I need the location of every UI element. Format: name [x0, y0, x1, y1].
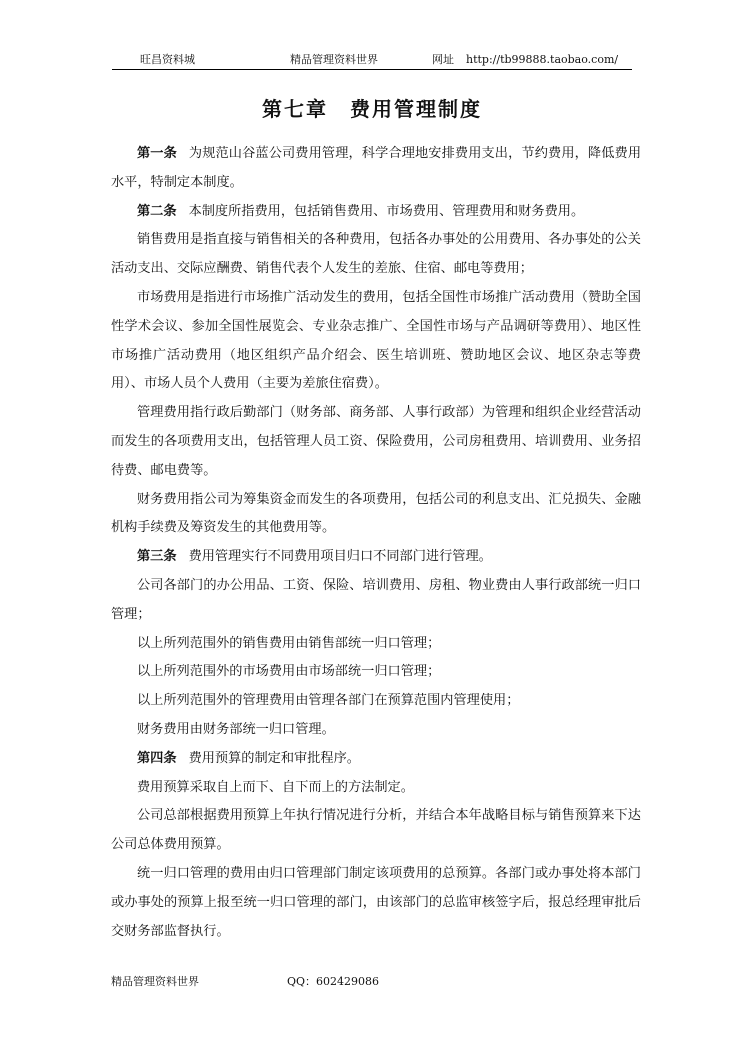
article-label: 第一条	[137, 146, 177, 161]
paragraph-text: 费用管理实行不同费用项目归口不同部门进行管理。	[188, 549, 492, 565]
paragraph	[111, 399, 641, 485]
paragraph-text: 本制度所指费用，包括销售费用、市场费用、管理费用和财务费用。	[188, 203, 585, 219]
article-label: 第三条	[137, 549, 177, 565]
paragraph	[111, 140, 641, 198]
paragraph	[111, 543, 641, 572]
paragraph-text: 费用预算的制定和审批程序。	[188, 750, 360, 766]
paragraph	[111, 226, 641, 284]
header-site-label: 网址	[432, 53, 454, 66]
paragraph	[111, 802, 641, 860]
header-url-link[interactable]: http://tb99888.taobao.com/	[466, 53, 619, 66]
paragraph-text: 以上所列范围外的管理费用由管理各部门在预算范围内管理使用；	[137, 693, 520, 709]
paragraph-text: 财务费用指公司为筹集资金而发生的各项费用，包括公司的利息支出、汇兑损失、金融机构手续费及筹资发生的其他费用等。	[111, 491, 641, 536]
paragraph-text: 统一归口管理的费用由归口管理部门制定该项费用的总预算。各部门或办事处将本部门或办事处的预算上报至统一归口管理的部门，由该部门的总监审核签字后，报总经理审批后交财务部监督执行。	[111, 865, 641, 939]
document-body	[111, 140, 641, 946]
paragraph	[111, 486, 641, 544]
footer-qq-text: QQ：602429086	[287, 975, 380, 988]
paragraph-text: 费用预算采取自上而下、自下而上的方法制定。	[137, 779, 414, 795]
paragraph-text: 以上所列范围外的销售费用由销售部统一归口管理；	[137, 635, 441, 651]
paragraph	[111, 774, 641, 803]
paragraph	[111, 745, 641, 774]
article-label: 第二条	[137, 203, 177, 219]
footer-left-text: 精品管理资料世界	[111, 975, 199, 988]
paragraph-text: 财务费用由财务部统一归口管理。	[137, 721, 335, 737]
paragraph	[111, 630, 641, 659]
paragraph-text: 销售费用是指直接与销售相关的各种费用，包括各办事处的公用费用、各办事处的公关活动支出、交际应酬费、销售代表个人发生的差旅、住宿、邮电等费用；	[111, 232, 641, 277]
paragraph-text: 为规范山谷蓝公司费用管理，科学合理地安排费用支出，节约费用，降低费用水平，特制定本制度。	[111, 146, 642, 190]
paragraph	[111, 198, 641, 227]
paragraph-text: 市场费用是指进行市场推广活动发生的费用，包括全国性市场推广活动费用（赞助全国性学术会议、参加全国性展览会、专业杂志推广、全国性市场与产品调研等费用）、地区性市场推广活动费用（地区组织产品介绍会、医生培训班、赞助地区会议、地区杂志等费用）、市场人员个人费用（主要为差旅住宿费）。	[111, 289, 641, 392]
paragraph-text: 公司总部根据费用预算上年执行情况进行分析，并结合本年战略目标与销售预算来下达公司总体费用预算。	[111, 808, 641, 853]
paragraph	[111, 284, 641, 399]
paragraph-text: 管理费用指行政后勤部门（财务部、商务部、人事行政部）为管理和组织企业经营活动而发生的各项费用支出，包括管理人员工资、保险费用，公司房租费用、培训费用、业务招待费、邮电费等。	[111, 405, 641, 478]
paragraph	[111, 658, 641, 687]
paragraph	[111, 687, 641, 716]
paragraph	[111, 716, 641, 745]
header-left-text: 旺昌资料城	[140, 53, 195, 66]
page-header	[112, 53, 632, 70]
header-middle-text: 精品管理资料世界	[290, 53, 378, 66]
paragraph	[111, 860, 641, 946]
page-title: 第七章 费用管理制度	[262, 97, 482, 121]
paragraph-text: 以上所列范围外的市场费用由市场部统一归口管理；	[137, 664, 441, 680]
article-label: 第四条	[137, 750, 177, 766]
paragraph	[111, 572, 641, 630]
paragraph-text: 公司各部门的办公用品、工资、保险、培训费用、房租、物业费由人事行政部统一归口管理；	[111, 577, 641, 622]
